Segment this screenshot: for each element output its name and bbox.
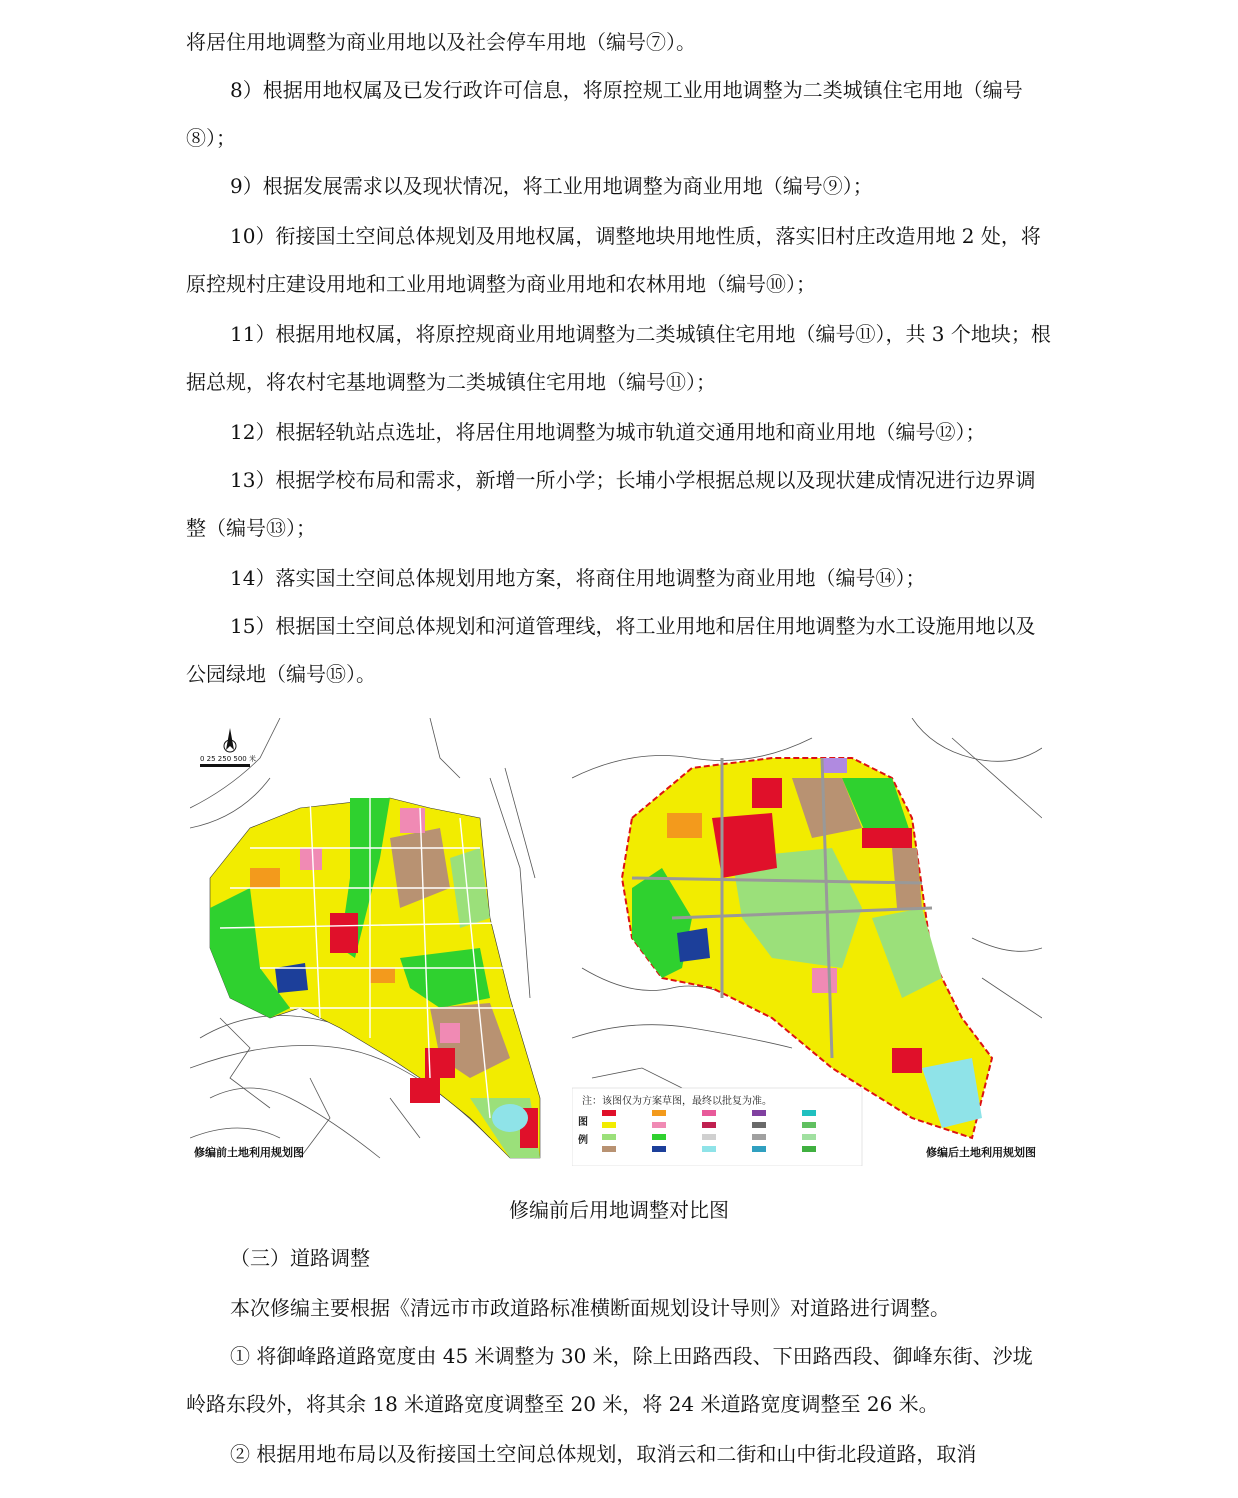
legend-heading: 图例	[578, 1117, 588, 1146]
map-before-label: 修编前土地利用规划图	[194, 1146, 304, 1159]
paragraph-8: 8）根据用地权属及已发行政许可信息，将原控规工业用地调整为二类城镇住宅用地（编号⑧）；	[186, 78, 1023, 150]
paragraph-0: 将居住用地调整为商业用地以及社会停车用地（编号⑦）。	[186, 30, 696, 54]
paragraph-10: 10）衔接国土空间总体规划及用地权属，调整地块用地性质，落实旧村庄改造用地 2 处，将原控规村庄建设用地和工业用地调整为商业用地和农林用地（编号⑩）；	[186, 224, 1041, 296]
paragraph-9: 9）根据发展需求以及现状情况，将工业用地调整为商业用地（编号⑨）；	[230, 174, 873, 198]
paragraph-11: 11）根据用地权属，将原控规商业用地调整为二类城镇住宅用地（编号⑪），共 3 个地块；根据总规，将农村宅基地调整为二类城镇住宅用地（编号⑪）；	[186, 322, 1051, 394]
map-after	[572, 718, 1042, 1166]
paragraph-15: 15）根据国土空间总体规划和河道管理线，将工业用地和居住用地调整为水工设施用地以及公园绿地（编号⑮）。	[186, 614, 1036, 686]
scale-text: 0 25 250 500 米	[200, 755, 256, 763]
map-before-drawing	[190, 718, 550, 1166]
map-note: 注：该图仅为方案草图，最终以批复为准。	[582, 1096, 772, 1107]
road-paragraph-1: ① 将御峰路道路宽度由 45 米调整为 30 米，除上田路西段、下田路西段、御峰东街、沙垅岭路东段外，将其余 18 米道路宽度调整至 20 米，将 24 米道路宽度调整至 26 米。	[186, 1344, 1033, 1416]
map-before	[190, 718, 550, 1166]
road-paragraph-intro: 本次修编主要根据《清远市市政道路标准横断面规划设计导则》对道路进行调整。	[230, 1296, 950, 1320]
road-paragraph-2: ② 根据用地布局以及衔接国土空间总体规划，取消云和二街和山中街北段道路，取消	[230, 1442, 977, 1466]
paragraph-12: 12）根据轻轨站点选址，将居住用地调整为城市轨道交通用地和商业用地（编号⑫）；	[230, 420, 986, 444]
paragraph-14: 14）落实国土空间总体规划用地方案，将商住用地调整为商业用地（编号⑭）；	[230, 566, 926, 590]
north-arrow-icon	[224, 728, 236, 752]
section-heading: （三）道路调整	[230, 1246, 370, 1270]
paragraph-13: 13）根据学校布局和需求，新增一所小学；长埔小学根据总规以及现状建成情况进行边界调整（编号⑬）；	[186, 468, 1036, 540]
figure-caption: 修编前后用地调整对比图	[509, 1198, 729, 1222]
map-after-label: 修编后土地利用规划图	[926, 1146, 1036, 1159]
